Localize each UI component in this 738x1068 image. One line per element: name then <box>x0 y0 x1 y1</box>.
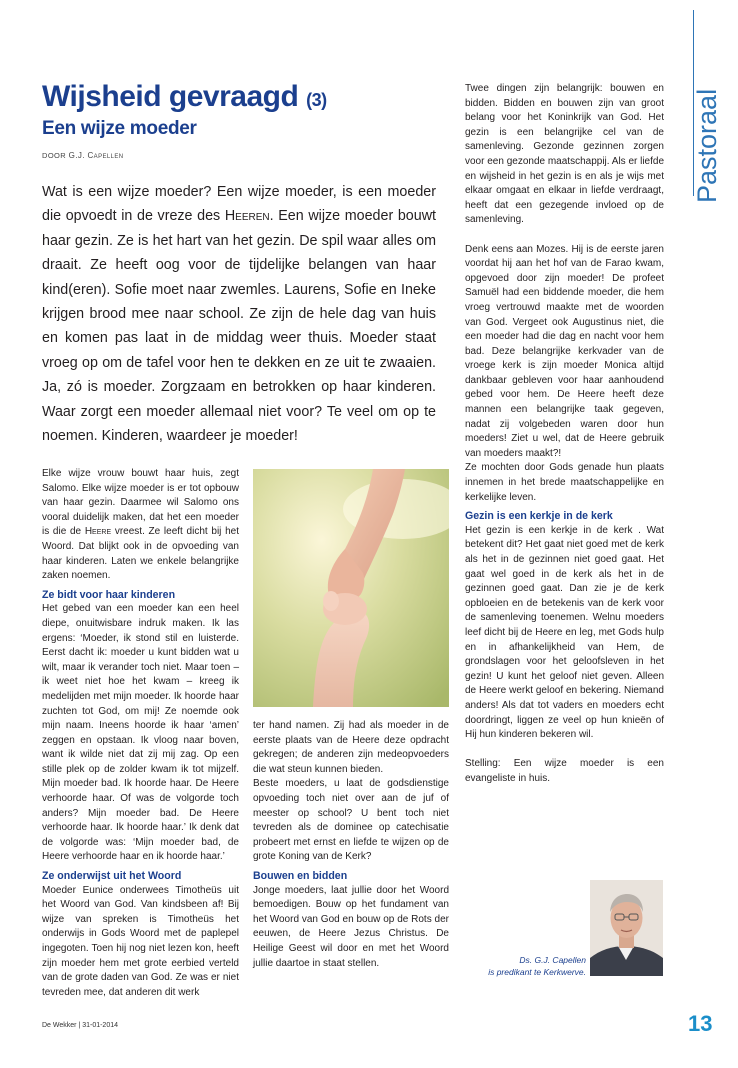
section-label-text: Pastoraal <box>692 88 722 203</box>
byline <box>42 151 123 160</box>
title-text: Wijsheid gevraagd <box>42 80 299 113</box>
col3-paragraph-5: Stelling: Een wijze moeder is een evangeliste in huis. <box>465 758 664 784</box>
col1-paragraph-3: Moeder Eunice onderwees Timotheüs uit het Woord van God. Van kindsbeen af! Bij wijze van spreken is Timotheüs het onderwijs in Gods Woord met de paplepel ingegoten. Toen hij nog niet lezen kon, heeft zijn moeder hem met grote eerbied verteld van de grote daden van God. Ze was er niet tevreden mee, dat anderen dit werk <box>42 884 239 998</box>
col3-paragraph-3: Ze mochten door Gods genade hun plaats innemen in het brede maatschappelijke en kerkelijke leven. <box>465 462 664 503</box>
column-3 <box>465 82 664 787</box>
column-2 <box>253 719 449 971</box>
page-number: 13 <box>688 1011 713 1036</box>
col2-paragraph-1: ter hand namen. Zij had als moeder in de eerste plaats van de Heere deze opdracht gekregen; de anderen zijn medeopvoeders die wat steun kunnen bieden. <box>253 720 449 775</box>
col1-p1-b: vreest. Ze leeft dicht bij het Woord. Dat blijkt ook in de opvoeding van haar kinderen. Laten we enkele belangrijke zaken noemen. <box>42 526 239 582</box>
byline-author: G.J. Capellen <box>68 151 124 160</box>
col1-paragraph-2: Het gebed van een moeder kan een heel diepe, onuitwisbare indruk maken. Ik las ergens: ‘Moeder, ik stond stil en luisterde. Eerst dacht ik: moeder u kunt bidden wat u wilt, maar ik verander toch niet. Maar toen – ik weet niet hoe het kwam – kreeg ik medelijden met mijn moeder. Ik hoorde haar zuchten tot God, om mij! Ze noemde ook mijn naam. Ineens hoorde ik haar ‘amen’ zeggen en opstaan. Ik vloog naar boven, want ik wilde niet dat zij mij zag. Op een stille plek op de zolder kwam ik tot mijzelf. Mijn moeder bad. Ik hoorde haar. De Heere verhoorde haar. Of was de volgorde toch anders? Mijn moeder bad. De Heere verhoorde haar. Ik hoorde haar.’ Ik denk dat de volgorde was: ‘Mijn moeder bad, de Heere verhoorde haar en ik hoorde haar.’ <box>42 603 239 863</box>
author-caption <box>480 954 586 978</box>
caption-line-2: is predikant te Kerkwerve. <box>488 967 586 977</box>
intro-text-2: . Een wijze moeder bouwt haar gezin. Ze is het hart van het gezin. De spil waar alles om draait. Ze heeft oog voor de tijdelijke belangen van haar kind(eren). Sofie moet naar zwemles. Laurens, Sofie en Ineke krijgen brood mee naar school. Ze zijn de hele dag van huis en komen pas laat in de middag weer thuis. Moeder staat vroeg op om de tafel voor hen te dekken en ze uit te zwaaien. Ja, zó is moeder. Zorgzaam en betrokken op haar kinderen. Waar zorgt een moeder allemaal niet voor? Te veel om op te noemen. Kinderen, waardeer je moeder! <box>42 208 436 445</box>
article-title <box>42 80 327 114</box>
col3-gap-1 <box>465 228 664 243</box>
intro-heeren: Heeren <box>224 208 270 225</box>
intro-text-1: Wat is een wijze moeder? Een wijze moeder, is een moeder die opvoedt in de vreze des <box>42 184 436 225</box>
caption-line-1: Ds. G.J. Capellen <box>519 955 586 965</box>
col1-p1-heere: Heere <box>84 526 112 538</box>
col1-heading-2: Ze onderwijst uit het Woord <box>42 870 182 883</box>
footer-publication: De Wekker | 31-01-2014 <box>42 1022 119 1029</box>
col3-paragraph-1: Twee dingen zijn belangrijk: bouwen en bidden. Bidden en bouwen zijn van groot belang voor het Koninkrijk van God. Het gezin is een belangrijke cel van de samenleving. Gezonde gezinnen zorgen voor een gezonde maatschappij. Als er liefde en wijsheid in het gezin is en als je wijs met elkaar omgaat en elkaar in liefde verdraagt, heeft dat een gezegende invloed op de samenleving. <box>465 83 665 226</box>
col2-heading-1: Bouwen en bidden <box>253 869 348 882</box>
intro-paragraph <box>42 180 436 448</box>
col3-heading-1: Gezin is een kerkje in de kerk <box>465 510 613 523</box>
col1-heading-1: Ze bidt voor haar kinderen <box>42 588 176 601</box>
col3-gap-2 <box>465 743 664 758</box>
title-part: (3) <box>306 90 327 110</box>
col3-paragraph-4: Het gezin is een kerkje in de kerk . Wat betekent dit? Het gaat niet goed met de kerk als het in de gezinnen niet goed gaat. Het gaat wel goed in de kerk als het in de gezinnen goed gaat. Dan zie je de kerk opbloeien en de betekenis van de kerk voor de samenleving toenemen. Welnu moeders leef dicht bij de Heere en leg, met Gods hulp en in afhankelijkheid van Hem, de grondslagen voor het geloofsleven in het gezin! U kunt het geloof niet geven. Alleen de Heere werkt geloof en bekering. Niemand anders! Als dat tot vaders en moeders echt doordringt, liggen ze veel op hun knieën of Hij hun kinderen bekeren wil. <box>465 524 664 741</box>
section-label <box>682 35 732 205</box>
byline-prefix: DOOR <box>42 151 67 160</box>
col2-paragraph-3: Jonge moeders, laat jullie door het Woord bemoedigen. Bouw op het fundament van het Woord van God en bouw op de Rots der eeuwen, de Heere Jezus Christus. De Heilige Geest wil door en met het Woord jullie daartoe in staat stellen. <box>253 884 449 969</box>
hands-photo <box>253 469 449 707</box>
article-subtitle: Een wijze moeder <box>42 118 197 139</box>
column-1 <box>42 467 239 1000</box>
author-photo <box>590 880 663 976</box>
col3-paragraph-2: Denk eens aan Mozes. Hij is de eerste jaren voordat hij aan het hof van de Farao kwam, opgevoed door zijn moeder! De profeet Samuël had een biddende moeder, die hem vroeg vertrouwd maakte met de woorden van God. Vergeet ook Augustinus niet, die een moeder had die dag en nacht voor hem bad. Deze belangrijke kerkvader van de vroege kerk is zijn moeder Monica altijd dankbaar gebleven voor haar aanhoudend gebed voor hem. De Heere heeft deze mannen een belangrijke taak gegeven, nadat zij volgebeden waren door hun moeders! Ziet u wel, dat de Heere gebruik van moeders maakt?! <box>465 243 664 459</box>
col1-paragraph-1 <box>42 467 239 584</box>
col2-paragraph-2: Beste moeders, u laat de godsdienstige opvoeding toch niet over aan de juf of meester op school? U bent toch niet tevreden als de dominee op catechisatie probeert met ernst en liefde te wijzen op de grote Koning van de Kerk? <box>253 778 449 863</box>
col1-p1-a: Elke wijze vrouw bouwt haar huis, zegt Salomo. Elke wijze moeder is er tot opbouw van haar gezin. Daarmee wil Salomo ons vooral duidelijk maken, dat het een moeder is die de <box>42 468 239 538</box>
